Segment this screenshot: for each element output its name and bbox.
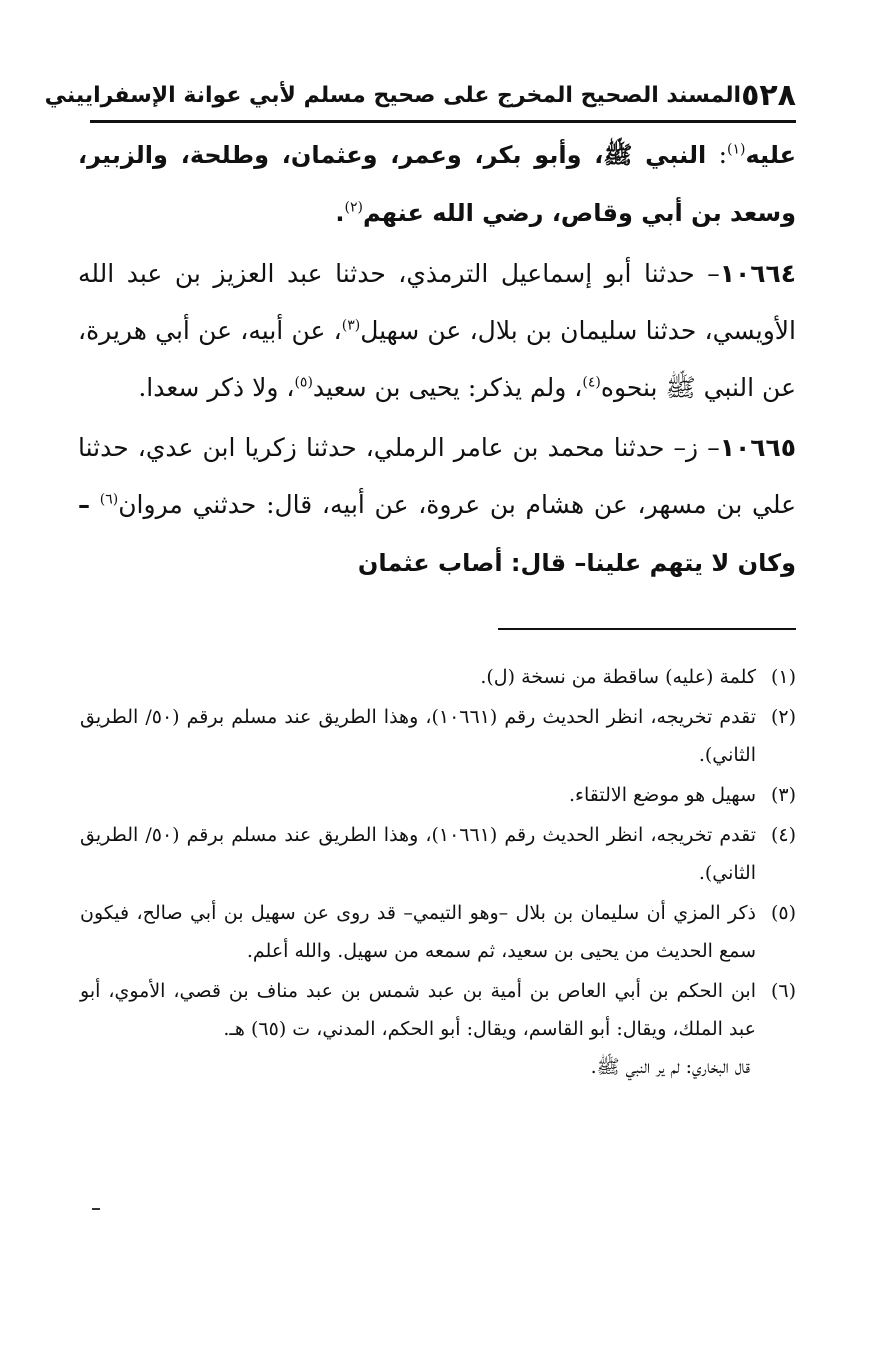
footnote-text-line: قال البخاري: لم ير النبي ﷺ. (590, 1056, 750, 1078)
footnote-text: تقدم تخريجه، انظر الحديث رقم (١٠٦٦١)، وهذا الطريق عند مسلم برقم (٥٠/ الطريق الثاني). (80, 824, 756, 884)
text-segment: . (335, 199, 345, 227)
footnote-item (80, 698, 796, 774)
footnote-separator (498, 628, 796, 630)
footnote-marker: (٤) (582, 374, 601, 391)
footnote-item (80, 894, 796, 970)
hadith-number: ١٠٦٦٥ (719, 433, 796, 462)
footnote-text: تقدم تخريجه، انظر الحديث رقم (١٠٦٦١)، وهذا الطريق عند مسلم برقم (٥٠/ الطريق الثاني). (80, 706, 756, 766)
page-number: ٥٢٨ (741, 77, 796, 113)
footnote-number: (٦) (770, 980, 796, 1002)
footnotes (80, 658, 796, 1086)
footnote-number: (٤) (770, 824, 796, 846)
text-segment: : (706, 140, 727, 169)
text-segment (90, 490, 100, 519)
footnote-item (80, 816, 796, 892)
footnote-marker: (٥) (294, 374, 313, 391)
footnote-number: (٣) (770, 784, 796, 806)
text-segment: – حدثنا أبو إسماعيل الترمذي، حدثنا عبد العزيز بن عبد الله الأويسي، حدثنا سليمان بن بلال، عن سهيل (78, 259, 796, 345)
footnote-marker: (٣) (341, 317, 361, 334)
footnote-text: سهيل هو موضع الالتقاء. (568, 784, 756, 806)
text-segment: –وكان لا يتهم علينا– قال: أصاب عثمان (78, 491, 796, 577)
footnote-marker: (٦) (99, 491, 119, 508)
hadith-10664 (78, 245, 796, 416)
footnote-marker: (٢) (344, 199, 364, 216)
main-text (78, 126, 796, 592)
footnote-item (80, 658, 796, 696)
footnote-item (80, 776, 796, 814)
hadith-10665 (78, 419, 796, 592)
footnote-number: (٥) (770, 902, 796, 924)
page-mark (92, 1208, 100, 1210)
footnote-number: (٢) (770, 706, 796, 728)
text-segment: ، ولا ذكر سعدا. (138, 373, 295, 402)
text-segment: – ز– حدثنا محمد بن عامر الرملي، حدثنا زكريا ابن عدي، حدثنا علي بن مسهر، عن هشام بن عروة، عن أبيه، قال: حدثني مروان (78, 433, 797, 519)
paragraph-1 (78, 126, 796, 242)
footnote-text: كلمة (عليه) ساقطة من نسخة (ل). (480, 666, 756, 688)
running-title: المسند الصحيح المخرج على صحيح مسلم لأبي عوانة الإسفراييني (44, 82, 742, 108)
text-segment: ، عن أبيه، عن أبي هريرة، عن النبي ﷺ بنحوه (78, 316, 796, 402)
footnote-marker: (١) (727, 141, 746, 158)
footnote-item (80, 972, 796, 1086)
footnote-text-line: ابن الحكم بن أبي العاص بن أمية بن عبد شمس بن عبد مناف بن قصي، الأموي، أبو عبد الملك، ويقال: أبو القاسم، ويقال: أبو الحكم، المدني، ت (٦٥) هـ. (80, 980, 756, 1040)
footnote-text: ذكر المزي أن سليمان بن بلال –وهو التيمي– قد روى عن سهيل بن أبي صالح، فيكون سمع الحديث من يحيى بن سعيد، ثم سمعه من سهيل. والله أعلم. (80, 902, 756, 962)
text-segment: النبي ﷺ، وأبو بكر، وعمر، وعثمان، وطلحة، والزبير، وسعد بن أبي وقاص، رضي الله عنهم (78, 141, 796, 227)
footnote-text (80, 972, 756, 1086)
hadith-number: ١٠٦٦٤ (719, 259, 796, 288)
page-header (44, 72, 796, 118)
header-rule (90, 120, 796, 123)
text-segment: ، ولم يذكر: يحيى بن سعيد (312, 373, 583, 402)
text-segment: عليه (745, 141, 797, 169)
footnote-number: (١) (770, 666, 796, 688)
